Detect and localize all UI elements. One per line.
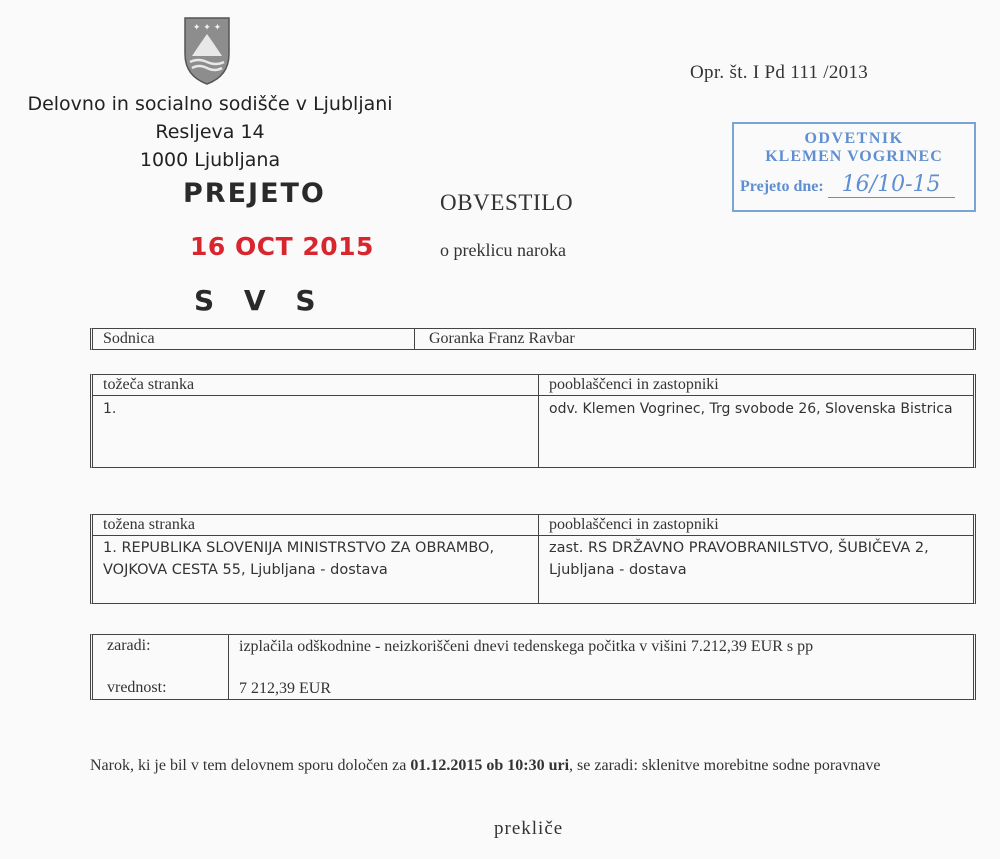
plaintiff-representative: odv. Klemen Vogrinec, Trg svobode 26, Slovenska Bistrica [549,401,953,417]
stamp-title: ODVETNIK [804,130,904,147]
stamp-received-label: Prejeto dne: [740,178,824,195]
svg-text:✦ ✦ ✦: ✦ ✦ ✦ [192,23,222,33]
defendant-table [90,514,976,604]
received-stamp-label: PREJETO [183,178,326,209]
claim-values [229,635,973,699]
defendant-rep-header: pooblaščenci in zastopniki [549,516,719,533]
reason-value: izplačila odškodnine - neizkoriščeni dnevi tedenskega počitka v višini 7.212,39 EUR s pp [239,638,814,655]
value-label: vrednost: [107,679,167,696]
value-amount: 7 212,39 EUR [239,680,331,697]
plaintiff-header-row [93,375,973,396]
plaintiff-header: tožeča stranka [93,375,539,395]
stamp-name: KLEMEN VOGRINEC [765,148,943,165]
judge-label: Sodnica [93,329,415,349]
defendant-header: tožena stranka [93,515,539,535]
claim-labels [93,635,229,699]
plaintiff-table [90,374,976,468]
judge-table [90,328,976,350]
notice-text-after: , se zaradi: sklenitve morebitne sodne poravnave [569,757,881,774]
court-name: Delovno in socialno sodišče v Ljubljani [27,93,393,115]
defendant-header-row [93,515,973,536]
coat-of-arms-emblem [182,14,232,86]
case-number: Opr. št. I Pd 111 /2013 [690,62,869,83]
court-street: Resljeva 14 [155,121,265,143]
plaintiff-party: 1. [93,396,539,468]
defendant-party: 1. REPUBLIKA SLOVENIJA MINISTRSTVO ZA OBRAMBO, VOJKOVA CESTA 55, Ljubljana - dostava [93,536,539,604]
plaintiff-rep-header: pooblaščenci in zastopniki [549,376,719,393]
defendant-representative: zast. RS DRŽAVNO PRAVOBRANILSTVO, ŠUBIČEVA 2, Ljubljana - dostava [549,540,929,578]
cancellation-verb: prekliče [494,818,564,839]
claim-table [90,634,976,700]
judge-name: Goranka Franz Ravbar [429,330,575,347]
court-city: 1000 Ljubljana [139,149,281,171]
document-title: OBVESTILO [440,190,574,215]
document-subtitle: o preklicu naroka [440,240,566,260]
hearing-notice [90,754,990,778]
received-stamp-date: 16 OCT 2015 [190,232,374,261]
court-address [0,90,420,174]
notice-text-before: Narok, ki je bil v tem delovnem sporu določen za [90,757,411,774]
stamp-handwritten-date: 16/10-15 [828,172,955,198]
lawyer-received-stamp [732,122,976,212]
hearing-datetime: 01.12.2015 ob 10:30 uri [410,757,570,774]
stamp-received-row [734,172,974,197]
reason-label: zaradi: [107,637,151,654]
received-stamp-code: S V S [194,284,318,317]
